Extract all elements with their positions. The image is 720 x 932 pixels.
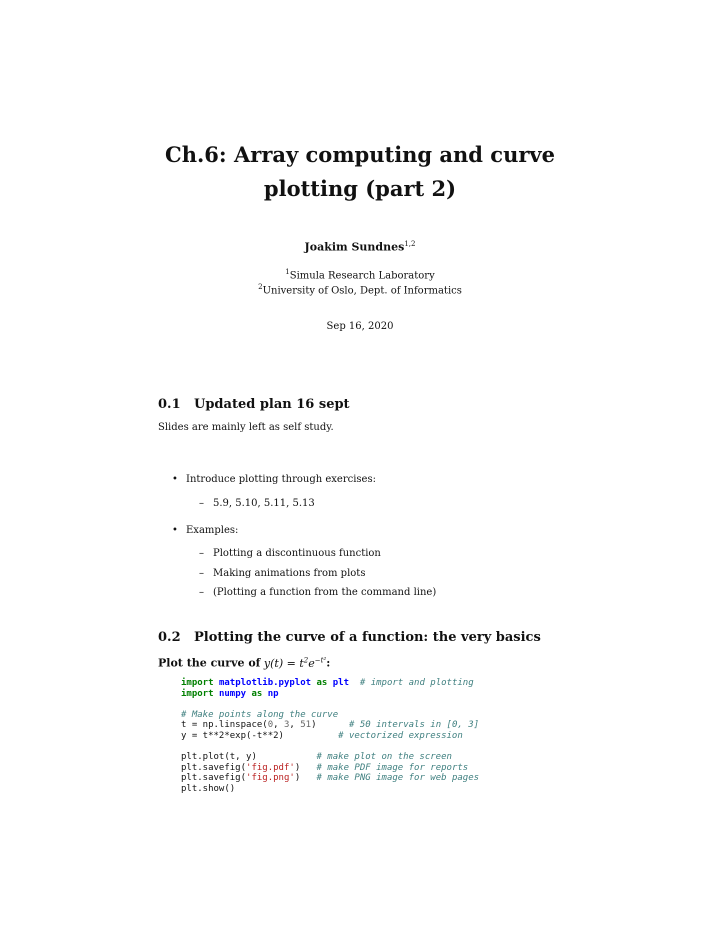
affiliation-2 <box>0 283 720 296</box>
code-number: 0 <box>267 720 274 731</box>
author-affiliation-marks: 1,2 <box>404 240 416 248</box>
code-comment: # make plot on the screen <box>316 752 452 763</box>
sub-list-item-text: Plotting a discontinuous function <box>213 548 381 559</box>
code-keyword: as <box>251 688 263 699</box>
code-comment: # make PNG image for web pages <box>316 773 480 784</box>
formula-colon: : <box>326 656 331 670</box>
plot-label: Plot the curve of <box>158 656 261 670</box>
list-item <box>172 525 238 536</box>
section-heading-2 <box>158 630 541 645</box>
code-module: plt <box>332 678 350 688</box>
code-string: 'fig.pdf' <box>246 762 295 773</box>
code-block <box>181 678 479 795</box>
sub-list-item-text: 5.9, 5.10, 5.11, 5.13 <box>213 498 315 509</box>
code-line <box>181 752 452 762</box>
code-text: plt.plot(t, y) <box>181 752 257 763</box>
code-comment: # import and plotting <box>359 678 474 688</box>
code-text: y = t**2*exp(-t**2) <box>181 730 284 741</box>
code-comment: # make PDF image for reports <box>316 762 469 773</box>
affiliation-mark: 1 <box>285 268 290 276</box>
formula <box>264 657 326 670</box>
code-text: plt.savefig( <box>181 762 247 773</box>
code-comment: # vectorized expression <box>338 730 463 741</box>
section-title: Updated plan 16 sept <box>194 397 350 412</box>
code-comment: # 50 intervals in [0, 3] <box>349 720 480 731</box>
dash-icon: – <box>199 548 204 559</box>
code-line <box>181 784 235 794</box>
list-item-text: Examples: <box>186 525 239 536</box>
code-line <box>181 689 279 699</box>
code-module: np <box>267 688 279 699</box>
sub-list-item-text: (Plotting a function from the command line) <box>213 587 437 598</box>
sub-list-item <box>199 587 436 598</box>
sub-list-item-text: Making animations from plots <box>213 568 366 579</box>
code-keyword: import <box>181 678 214 688</box>
code-module: matplotlib.pyplot <box>218 678 312 688</box>
section-heading-1 <box>158 397 350 412</box>
sub-list-item <box>199 568 365 579</box>
code-line: plt.savefig('fig.pdf') # make PDF image for reports <box>181 762 469 773</box>
code-module: numpy <box>218 688 247 699</box>
code-text: plt.show() <box>181 783 236 794</box>
list-item-text: Introduce plotting through exercises: <box>186 474 376 485</box>
affiliation-1 <box>0 268 720 281</box>
dash-icon: – <box>199 568 204 579</box>
code-number: 3 <box>283 720 290 731</box>
plot-instruction <box>158 656 330 670</box>
author-name: Joakim Sundnes <box>304 240 405 254</box>
affiliation-text: Simula Research Laboratory <box>289 270 435 282</box>
list-item <box>172 474 376 485</box>
document-title-line-2: plotting (part 2) <box>263 176 457 201</box>
document-title-line-1: Ch.6: Array computing and curve <box>165 142 555 167</box>
formula-exponent: 2 <box>303 656 309 664</box>
code-keyword: as <box>316 678 328 688</box>
section-paragraph: Slides are mainly left as self study. <box>158 422 334 433</box>
formula-lhs: y(t) = t <box>263 656 304 670</box>
code-line <box>181 710 338 720</box>
bullet-icon: • <box>172 474 178 485</box>
document-date: Sep 16, 2020 <box>326 321 394 332</box>
code-line <box>181 678 474 688</box>
bullet-icon: • <box>172 525 178 536</box>
code-text: plt.savefig( <box>181 773 247 784</box>
affiliation-text: University of Oslo, Dept. of Informatics <box>262 285 462 297</box>
section-number: 0.2 <box>158 630 181 645</box>
sub-list-item <box>199 498 315 509</box>
formula-exponent: −t² <box>314 656 327 664</box>
dash-icon: – <box>199 498 204 509</box>
sub-list-item <box>199 548 381 559</box>
code-keyword: import <box>181 688 214 699</box>
code-comment: # Make points along the curve <box>181 709 339 720</box>
section-number: 0.1 <box>158 397 181 412</box>
code-text: t = np.linspace( <box>181 720 268 731</box>
code-line: t = np.linspace(0, 3, 51) # 50 intervals in [0, 3] <box>181 720 480 731</box>
code-line <box>181 731 463 741</box>
code-number: 51 <box>300 720 312 731</box>
author <box>0 240 720 254</box>
affiliation-mark: 2 <box>258 283 263 291</box>
formula-base: e <box>308 656 315 670</box>
section-title: Plotting the curve of a function: the very basics <box>194 630 541 645</box>
code-string: 'fig.png' <box>246 773 295 784</box>
dash-icon: – <box>199 587 204 598</box>
code-line: plt.savefig('fig.png') # make PNG image for web pages <box>181 773 480 784</box>
